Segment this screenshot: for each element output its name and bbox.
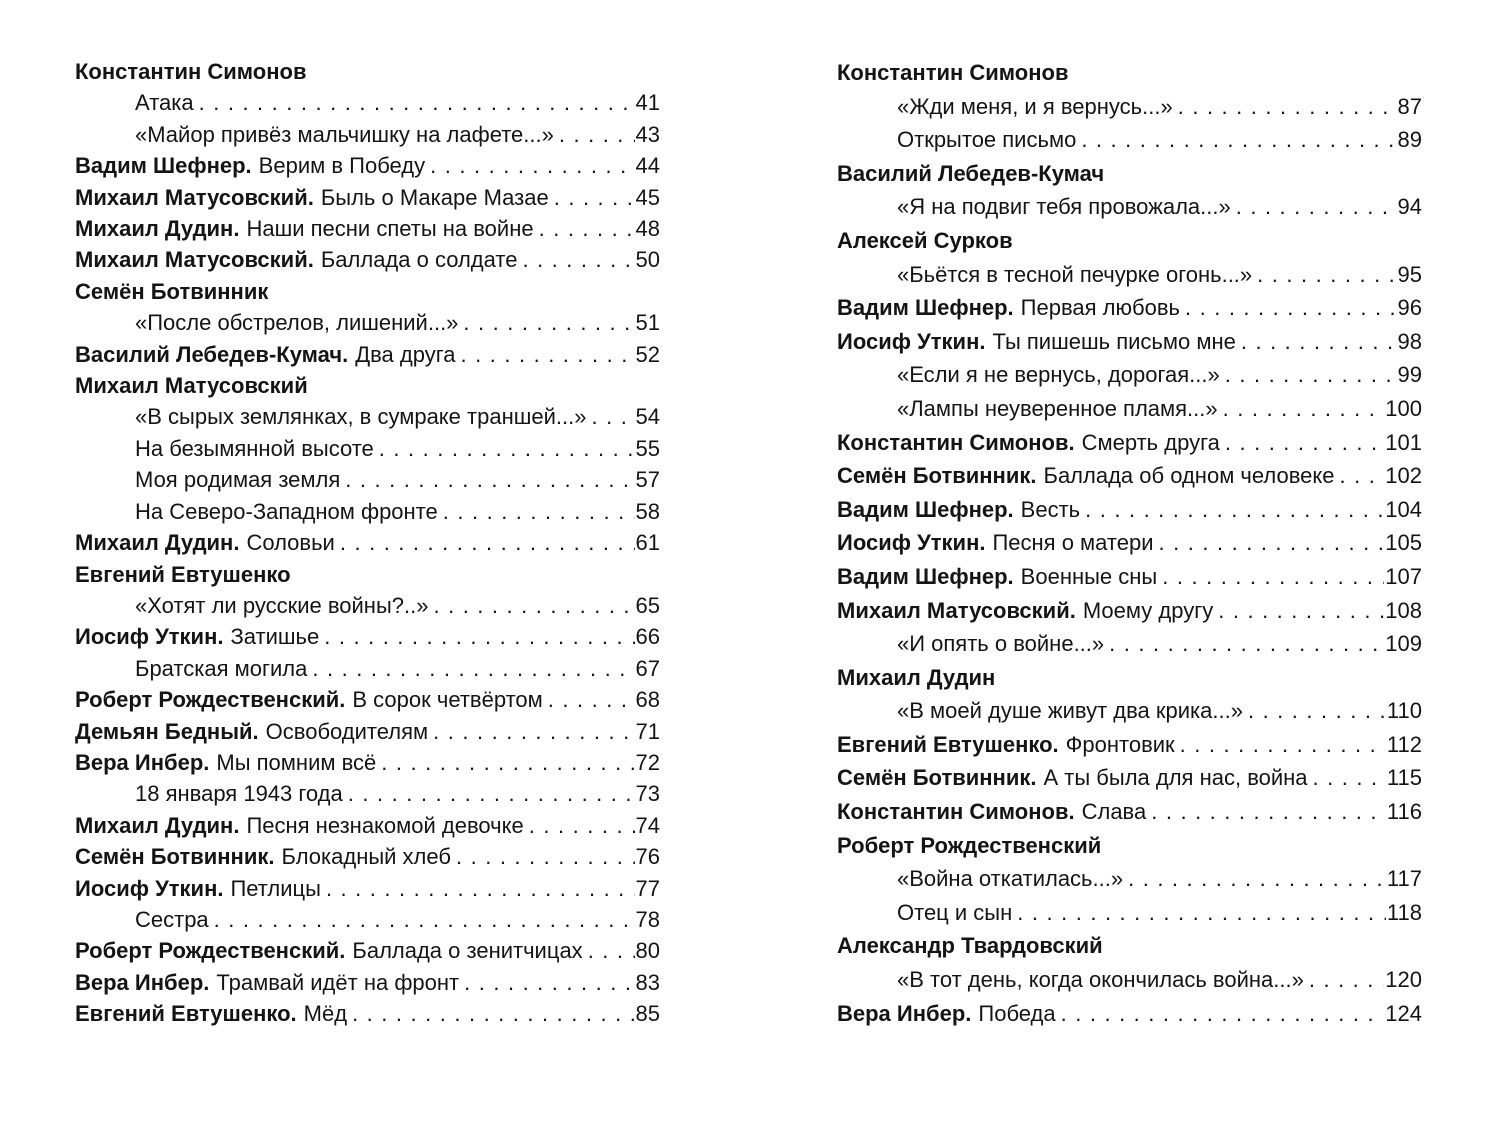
toc-column-1	[75, 56, 660, 1144]
page-number: 89	[1397, 127, 1422, 153]
work-title: Наши песни спеты на войне	[246, 216, 534, 242]
dot-leader	[1017, 896, 1386, 930]
page-number: 85	[635, 1001, 660, 1027]
page-number: 104	[1385, 496, 1422, 522]
toc-entry	[75, 119, 660, 150]
page-number: 68	[635, 687, 660, 713]
toc-author-header	[837, 929, 1422, 963]
work-title: Затишье	[230, 624, 320, 650]
page-number: 71	[635, 718, 660, 744]
toc-entry	[75, 747, 660, 778]
toc-entry	[837, 963, 1422, 997]
toc-entry	[75, 778, 660, 809]
author-name: Семён Ботвинник.	[75, 844, 275, 870]
dot-leader	[1128, 862, 1386, 896]
toc-entry	[837, 90, 1422, 124]
author-name: Роберт Рождественский	[837, 832, 1102, 858]
work-title: «Майор привёз мальчишку на лафете...»	[135, 121, 554, 147]
toc-entry	[837, 761, 1422, 795]
author-name: Иосиф Уткин.	[837, 328, 986, 354]
dot-leader	[1257, 258, 1396, 292]
author-name: Иосиф Уткин.	[837, 530, 986, 556]
page-number: 48	[635, 216, 660, 242]
work-title: Победа	[978, 1000, 1056, 1026]
dot-leader	[559, 119, 635, 150]
author-name: Семён Ботвинник.	[837, 463, 1037, 489]
toc-entry	[837, 123, 1422, 157]
page-number: 124	[1385, 1000, 1422, 1026]
page-number: 100	[1385, 395, 1422, 421]
toc-entry	[837, 493, 1422, 527]
toc-entry	[75, 401, 660, 432]
toc-entry	[837, 426, 1422, 460]
toc-entry	[837, 291, 1422, 325]
page-number: 99	[1397, 362, 1422, 388]
toc-entry	[75, 87, 660, 118]
work-title: Моему другу	[1082, 597, 1214, 623]
page-number: 108	[1385, 597, 1422, 623]
toc-entry	[75, 716, 660, 747]
work-title: Мёд	[303, 1001, 348, 1027]
work-title: Верим в Победу	[258, 153, 426, 179]
toc-entry	[837, 560, 1422, 594]
page-number: 105	[1385, 530, 1422, 556]
toc-entry	[837, 862, 1422, 896]
dot-leader	[1081, 123, 1396, 157]
page-number: 52	[635, 341, 660, 367]
page-number: 117	[1386, 866, 1422, 892]
page-number: 96	[1397, 295, 1422, 321]
author-name: Семён Ботвинник.	[837, 765, 1037, 791]
work-title: «Я на подвиг тебя провожала...»	[897, 194, 1231, 220]
work-title: А ты была для нас, война	[1043, 765, 1308, 791]
toc-entry	[75, 339, 660, 370]
dot-leader	[1185, 291, 1397, 325]
work-title: Быль о Макаре Мазае	[320, 184, 549, 210]
page-number: 50	[635, 247, 660, 273]
toc-entry	[75, 935, 660, 966]
work-title: Сестра	[135, 906, 209, 932]
page-number: 73	[635, 781, 660, 807]
work-title: «Война откатилась...»	[897, 866, 1124, 892]
page-number: 43	[635, 121, 660, 147]
dot-leader	[430, 150, 634, 181]
work-title: Освободителям	[265, 718, 429, 744]
toc-entry	[837, 795, 1422, 829]
page-number: 102	[1385, 463, 1422, 489]
author-name: Иосиф Уткин.	[75, 624, 224, 650]
toc-author-header	[75, 56, 660, 87]
page-number: 54	[635, 404, 660, 430]
dot-leader	[529, 810, 635, 841]
work-title: В сорок четвёртом	[352, 687, 543, 713]
author-name: Иосиф Уткин.	[75, 875, 224, 901]
page-number: 58	[635, 498, 660, 524]
dot-leader	[591, 401, 634, 432]
author-name: Роберт Рождественский.	[75, 687, 346, 713]
work-title: «После обстрелов, лишений...»	[135, 310, 459, 336]
toc-entry	[837, 190, 1422, 224]
page-number: 44	[635, 153, 660, 179]
work-title: Песня незнакомой девочке	[246, 812, 524, 838]
dot-leader	[1241, 325, 1397, 359]
page-number: 101	[1385, 429, 1422, 455]
author-name: Евгений Евтушенко	[75, 561, 291, 587]
toc-entry	[75, 841, 660, 872]
author-name: Вадим Шефнер.	[75, 153, 252, 179]
work-title: «В тот день, когда окончилась война...»	[897, 967, 1304, 993]
dot-leader	[539, 213, 635, 244]
toc-entry	[75, 496, 660, 527]
work-title: Мы помним всё	[216, 749, 377, 775]
author-name: Михаил Дудин.	[75, 530, 240, 556]
dot-leader	[1061, 997, 1385, 1031]
author-name: Михаил Дудин.	[75, 216, 240, 242]
toc-entry	[75, 244, 660, 275]
dot-leader	[1218, 594, 1384, 628]
page-number: 51	[635, 310, 660, 336]
dot-leader	[1340, 459, 1385, 493]
page-number: 76	[635, 844, 660, 870]
work-title: «Если я не вернусь, дорогая...»	[897, 362, 1220, 388]
dot-leader	[1248, 694, 1386, 728]
dot-leader	[456, 841, 635, 872]
page-number: 65	[635, 592, 660, 618]
work-title: Военные сны	[1020, 563, 1158, 589]
toc-entry	[75, 527, 660, 558]
dot-leader	[1225, 426, 1384, 460]
toc-author-header	[837, 157, 1422, 191]
author-name: Александр Твардовский	[837, 933, 1103, 959]
toc-entry	[837, 392, 1422, 426]
dot-leader	[1085, 493, 1384, 527]
toc-entry	[837, 896, 1422, 930]
page-number: 110	[1386, 698, 1422, 724]
author-name: Михаил Матусовский	[75, 373, 308, 399]
page-number: 98	[1397, 328, 1422, 354]
dot-leader	[379, 433, 635, 464]
page-number: 67	[635, 655, 660, 681]
toc-entry	[75, 433, 660, 464]
author-name: Вадим Шефнер.	[837, 496, 1014, 522]
dot-leader	[352, 998, 634, 1029]
author-name: Вадим Шефнер.	[837, 295, 1014, 321]
author-name: Василий Лебедев-Кумач	[837, 160, 1105, 186]
dot-leader	[433, 716, 634, 747]
page-number: 80	[635, 938, 660, 964]
toc-entry	[837, 258, 1422, 292]
dot-leader	[1313, 761, 1386, 795]
dot-leader	[340, 527, 635, 558]
author-name: Вера Инбер.	[837, 1000, 972, 1026]
dot-leader	[522, 244, 634, 275]
page-number: 61	[635, 530, 660, 556]
toc-author-header	[837, 224, 1422, 258]
toc-author-header	[75, 276, 660, 307]
dot-leader	[461, 339, 635, 370]
author-name: Вадим Шефнер.	[837, 563, 1014, 589]
work-title: Два друга	[355, 341, 456, 367]
toc-entry	[837, 997, 1422, 1031]
author-name: Михаил Матусовский.	[75, 247, 314, 273]
toc-entry	[75, 967, 660, 998]
author-name: Роберт Рождественский.	[75, 938, 346, 964]
work-title: Блокадный хлеб	[281, 844, 451, 870]
dot-leader	[1236, 190, 1397, 224]
toc-entry	[75, 150, 660, 181]
dot-leader	[463, 307, 634, 338]
toc-entry	[75, 684, 660, 715]
toc-entry	[75, 653, 660, 684]
dot-leader	[1223, 392, 1385, 426]
toc-entry	[837, 594, 1422, 628]
toc-entry	[75, 213, 660, 244]
dot-leader	[199, 87, 635, 118]
work-title: Атака	[135, 90, 194, 116]
author-name: Вера Инбер.	[75, 749, 210, 775]
work-title: Баллада об одном человеке	[1043, 463, 1335, 489]
toc-entry	[75, 590, 660, 621]
toc-entry	[75, 810, 660, 841]
work-title: Трамвай идёт на фронт	[216, 969, 460, 995]
page-number: 87	[1397, 93, 1422, 119]
page-number: 120	[1385, 967, 1422, 993]
author-name: Михаил Дудин.	[75, 812, 240, 838]
author-name: Константин Симонов.	[837, 799, 1075, 825]
dot-leader	[348, 778, 635, 809]
toc-author-header	[837, 661, 1422, 695]
dot-leader	[214, 904, 635, 935]
toc-entry	[75, 873, 660, 904]
dot-leader	[324, 621, 634, 652]
dot-leader	[312, 653, 634, 684]
toc-author-header	[837, 56, 1422, 90]
work-title: Открытое письмо	[897, 127, 1077, 153]
toc-entry	[837, 358, 1422, 392]
page-number: 83	[635, 969, 660, 995]
author-name: Михаил Дудин	[837, 664, 996, 690]
dot-leader	[1180, 728, 1386, 762]
author-name: Вера Инбер.	[75, 969, 210, 995]
work-title: «И опять о войне...»	[897, 631, 1105, 657]
work-title: «Жди меня, и я вернусь...»	[897, 93, 1173, 119]
dot-leader	[1309, 963, 1384, 997]
page-number: 74	[635, 812, 660, 838]
work-title: Ты пишешь письмо мне	[992, 328, 1236, 354]
dot-leader	[1151, 795, 1386, 829]
author-name: Василий Лебедев-Кумач.	[75, 341, 349, 367]
page-number: 116	[1386, 799, 1422, 825]
author-name: Алексей Сурков	[837, 227, 1013, 253]
work-title: Песня о матери	[992, 530, 1154, 556]
work-title: «Хотят ли русские войны?..»	[135, 592, 429, 618]
toc-author-header	[75, 370, 660, 401]
dot-leader	[554, 182, 635, 213]
dot-leader	[548, 684, 635, 715]
author-name: Семён Ботвинник	[75, 278, 269, 304]
author-name: Демьян Бедный.	[75, 718, 259, 744]
page-number: 66	[635, 624, 660, 650]
work-title: Слава	[1081, 799, 1147, 825]
toc-entry	[837, 459, 1422, 493]
dot-leader	[381, 747, 634, 778]
author-name: Константин Симонов	[75, 59, 307, 84]
page-number: 118	[1386, 899, 1422, 925]
dot-leader	[464, 967, 634, 998]
work-title: «В моей душе живут два крика...»	[897, 698, 1243, 724]
dot-leader	[1225, 358, 1397, 392]
toc-entry	[837, 627, 1422, 661]
author-name: Константин Симонов.	[837, 429, 1075, 455]
toc-column-2	[837, 56, 1422, 1144]
author-name: Евгений Евтушенко.	[837, 731, 1059, 757]
page-number: 115	[1386, 765, 1422, 791]
toc-author-header	[837, 829, 1422, 863]
dot-leader	[443, 496, 635, 527]
work-title: «Лампы неуверенное пламя...»	[897, 395, 1218, 421]
page-number: 72	[635, 749, 660, 775]
work-title: Моя родимая земля	[135, 467, 341, 493]
dot-leader	[1109, 627, 1384, 661]
page-number: 94	[1397, 194, 1422, 220]
dot-leader	[326, 873, 635, 904]
author-name: Константин Симонов	[837, 60, 1069, 85]
toc-entry	[837, 526, 1422, 560]
work-title: На Северо-Западном фронте	[135, 498, 438, 524]
work-title: На безымянной высоте	[135, 435, 374, 461]
work-title: Баллада о солдате	[320, 247, 518, 273]
work-title: Смерть друга	[1081, 429, 1220, 455]
toc-entry	[75, 182, 660, 213]
toc-entry	[837, 694, 1422, 728]
author-name: Евгений Евтушенко.	[75, 1001, 297, 1027]
page-number: 45	[635, 184, 660, 210]
author-name: Михаил Матусовский.	[75, 184, 314, 210]
work-title: 18 января 1943 года	[135, 781, 343, 807]
page-number: 112	[1386, 731, 1422, 757]
work-title: Братская могила	[135, 655, 308, 681]
dot-leader	[433, 590, 634, 621]
dot-leader	[345, 464, 634, 495]
page-number: 57	[635, 467, 660, 493]
work-title: «Бьётся в тесной печурке огонь...»	[897, 261, 1253, 287]
toc-author-header	[75, 559, 660, 590]
dot-leader	[1159, 526, 1385, 560]
toc-entry	[75, 904, 660, 935]
page-number: 109	[1385, 631, 1422, 657]
page-number: 55	[635, 435, 660, 461]
work-title: Весть	[1020, 496, 1081, 522]
dot-leader	[1178, 90, 1397, 124]
page-number: 95	[1397, 261, 1422, 287]
author-name: Михаил Матусовский.	[837, 597, 1076, 623]
work-title: Фронтовик	[1065, 731, 1175, 757]
toc-entry	[837, 728, 1422, 762]
work-title: Первая любовь	[1020, 295, 1180, 321]
page-number: 78	[635, 906, 660, 932]
toc-entry	[75, 998, 660, 1029]
work-title: Петлицы	[230, 875, 321, 901]
dot-leader	[588, 935, 635, 966]
work-title: Баллада о зенитчицах	[352, 938, 583, 964]
toc-entry	[837, 325, 1422, 359]
toc-entry	[75, 621, 660, 652]
toc-entry	[75, 464, 660, 495]
page-number: 107	[1385, 563, 1422, 589]
toc-entry	[75, 307, 660, 338]
page-number: 77	[635, 875, 660, 901]
dot-leader	[1162, 560, 1384, 594]
work-title: Соловьи	[246, 530, 335, 556]
work-title: «В сырых землянках, в сумраке траншей...»	[135, 404, 587, 430]
page-number: 41	[635, 90, 660, 116]
work-title: Отец и сын	[897, 899, 1013, 925]
